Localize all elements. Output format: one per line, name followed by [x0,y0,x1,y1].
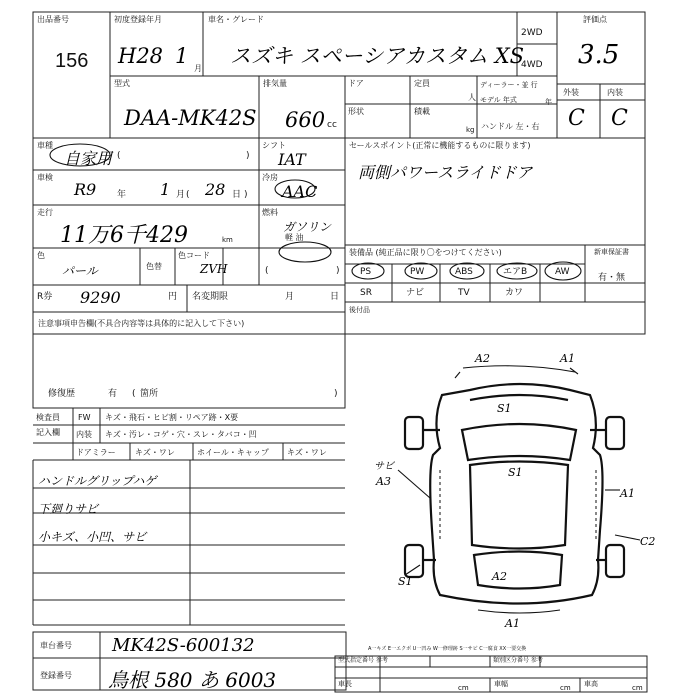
use-label: 車種 [37,141,53,150]
inspection-paren-open: ( [186,190,190,200]
registration-number: 鳥根 580 あ 6003 [108,668,277,692]
sales-points-value: 両側パワースライドドア [358,163,533,182]
model-code: DAA-MK42S [124,106,257,130]
mirror-label: ドアミラー [76,448,116,457]
equip-navi: ナビ [406,288,425,298]
mark-a1-bottom: A1 [505,617,520,630]
ext-label: 外装 [563,88,579,97]
name-change-label: 名変期限 [192,292,229,302]
fw-value: キズ・飛石・ヒビ割・リペア跡・X要 [105,413,239,422]
mark-s1-rear: S1 [398,575,413,588]
load-unit: kg [466,126,475,134]
equip-abs: ABS [455,267,473,277]
fw-label: FW [78,413,91,422]
ac-label: 冷房 [262,173,278,182]
recycle-value: 9290 [80,288,121,307]
int-label: 内装 [607,88,623,97]
lot-number: 156 [55,50,89,72]
drive-2wd: 2WD [521,28,543,38]
use-open: ( [117,151,121,161]
displacement-value: 660 [285,108,326,132]
equip-leather: カワ [505,288,524,298]
inspector-label-2: 記入欄 [36,428,60,437]
displacement-unit: cc [327,120,337,130]
use-value: 自家用 [64,149,113,168]
equip-aw: AW [555,267,570,277]
inspection-year: R9 [74,180,97,199]
capacity-unit: 人 [468,93,476,102]
lot-label: 出品番号 [37,15,69,24]
color-code: ZVH [200,262,228,276]
ext-grade: C [568,106,585,131]
repair-place: 箇所 [140,389,159,399]
inspection-label: 車検 [37,173,53,182]
first-reg-label: 初度登録年月 [114,15,162,24]
model-label: 型式 [114,79,130,88]
mark-a1-top: A1 [560,352,575,365]
width-label: 車幅 [494,680,508,688]
grade-label: 評価点 [583,15,607,24]
notes-label: 注意事項申告欄(不具合内容等は具体的に記入して下さい) [38,319,245,328]
fuel-paren-close: ) [336,266,340,276]
use-close: ) [246,151,250,161]
inspection-year-unit: 年 [117,190,127,200]
remark-1: ハンドルグリップハゲ [38,474,157,488]
insurance-label: 新車保証書 [594,248,629,256]
repaint-label: 色替 [146,262,162,271]
color-code-label: 色コード [178,251,210,260]
fuel-paren-open: ( [265,266,269,276]
mark-s1-hood: S1 [497,402,512,415]
equip-tv: TV [458,288,470,298]
car-name: スズキ スペーシアカスタム XS [230,44,525,68]
mark-sabi: サビ [374,461,394,472]
length-unit: cm [458,684,469,692]
name-change-month: 月 [285,292,295,302]
displacement-label: 排気量 [263,79,287,88]
cert-label: 型式指定番号 参考 [338,657,388,664]
mark-c2-right: C2 [640,535,656,548]
mark-a2-top: A2 [475,352,490,365]
mark-a2-rear: A2 [492,570,507,583]
mark-s1-roof: S1 [508,466,523,479]
height-unit: cm [632,684,643,692]
capacity-label: 定員 [414,79,430,88]
mark-a1-right: A1 [620,487,635,500]
name-change-day: 日 [330,292,340,302]
interior-value: キズ・汚レ・コゲ・穴・スレ・タバコ・凹 [105,430,257,439]
mirror-value: キズ・ワレ [135,448,175,457]
registration-label: 登録番号 [40,671,72,680]
int-grade: C [611,106,628,131]
shape-label: 形状 [348,107,364,116]
sales-points-label: セールスポイント(正常に機能するものに限ります) [349,141,531,150]
drive-4wd: 4WD [521,60,543,70]
equip-pw: PW [410,267,425,277]
wheel-label: ホイール・キャップ [197,448,269,457]
repair-value: 有 [108,389,118,399]
retrofit-label: 後付品 [349,306,370,314]
model-year-unit: 年 [545,98,552,106]
repair-paren-open: ( [132,389,136,399]
remark-3: 小キズ、小凹、サビ [38,530,147,544]
equip-sr: SR [360,288,372,298]
fuel-label: 燃料 [262,208,278,217]
mileage-label: 走行 [37,208,53,217]
door-label: ドア [348,79,364,88]
diagram-legend: A一キズ E一エクボ U一凹み W一修理跡 S一サビ C一腐食 XX一要交換 [368,646,527,652]
model-year-label: モデル 年式 [480,96,517,104]
handle-label: ハンドル 左・右 [481,122,540,131]
inspection-day: 28 [205,180,226,199]
color-value: パール [62,264,98,278]
shift-label: シフト [262,141,286,150]
car-outline [405,384,624,604]
grade-value: 3.5 [578,40,620,70]
load-label: 積載 [414,107,430,116]
width-unit: cm [560,684,571,692]
height-label: 車高 [584,680,598,688]
equipment-label: 装備品 (純正品に限り〇をつけてください) [349,248,502,257]
insurance-value: 有・無 [598,273,626,283]
class-label: 類別区分番号 参考 [493,657,543,664]
dealer-label: ディーラー・並 行 [480,81,538,89]
equip-ps: PS [360,267,372,277]
recycle-label: R券 [37,292,53,302]
length-label: 車長 [338,680,352,688]
mileage-value: 11万6千429 [60,223,188,248]
remark-2: 下廻りサビ [38,502,99,516]
interior-label: 内装 [76,430,92,439]
ac-value: AAC [282,182,318,201]
inspection-day-unit: 日 [232,190,242,200]
first-reg-year: H28 [118,44,164,68]
first-reg-month: 1 [175,44,189,68]
shift-value: IAT [278,150,306,169]
recycle-unit: 円 [168,292,178,302]
fuel-alt: 軽 油 [285,233,304,242]
fuel-value: ガソリン [283,220,332,234]
repair-paren-close: ) [334,389,338,399]
inspection-paren-close: ) [244,190,248,200]
mark-a3-left: A3 [376,475,391,488]
equip-airbag: エアB [503,267,528,277]
inspection-month: 1 [160,180,171,199]
name-label: 車名・グレード [208,15,264,24]
first-reg-month-unit: 月 [194,64,202,73]
wheel-value: キズ・ワレ [287,448,327,457]
mileage-unit: km [222,236,233,244]
chassis-number: MK42S-600132 [112,635,255,656]
repair-label: 修復歴 [48,389,76,399]
color-label: 色 [37,251,45,260]
inspection-month-unit: 月 [176,190,186,200]
inspector-label-1: 検査員 [36,413,60,422]
chassis-label: 車台番号 [40,641,72,650]
